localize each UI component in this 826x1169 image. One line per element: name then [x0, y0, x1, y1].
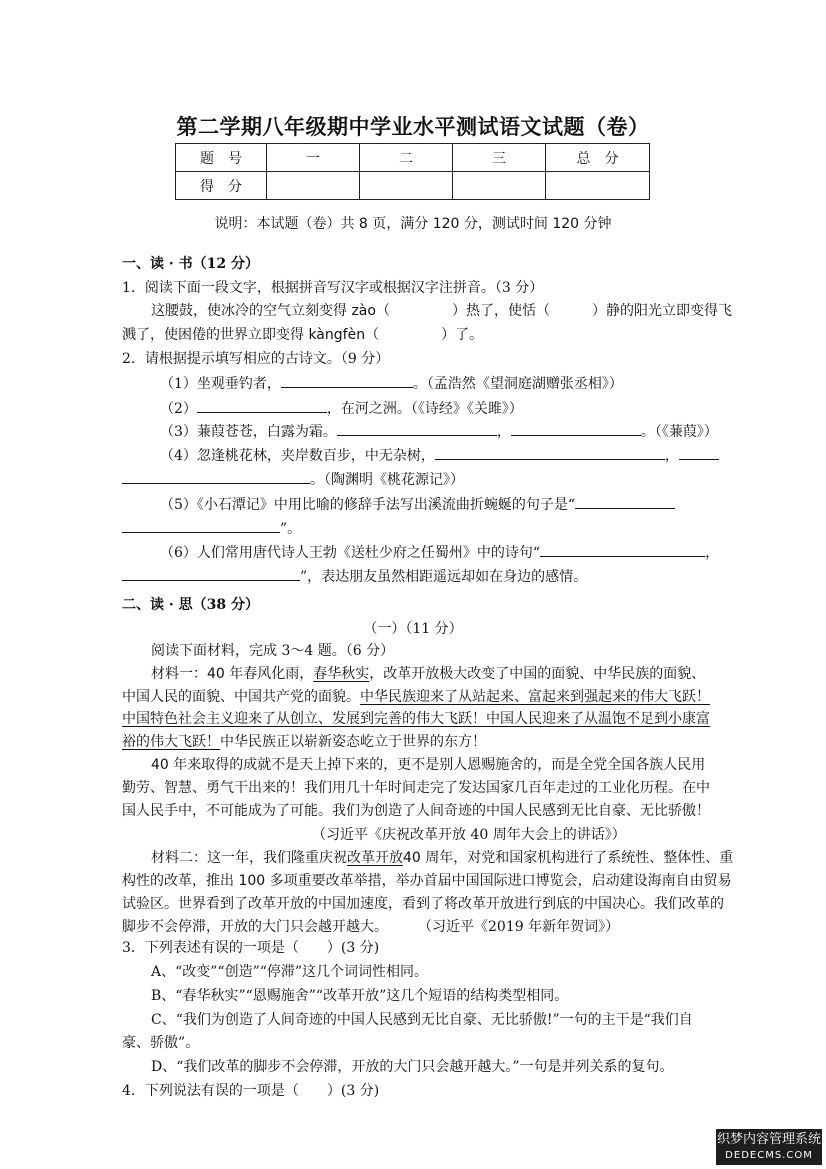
score-table-row [176, 144, 650, 172]
material-line: 勤劳、智慧、勇气干出来的！我们用几十年时间走完了发达国家几百年走过的工业化历程。在中 [122, 780, 710, 796]
poem-text: ， [496, 424, 511, 440]
passage-text: ）了。 [441, 327, 484, 343]
fill-blank[interactable] [540, 542, 705, 557]
section-heading: 一、读 · 书（12 分） [122, 256, 259, 272]
score-label-cell: 得 分 [176, 172, 267, 200]
score-cell [360, 172, 453, 200]
underlined-phrase: 中华民族迎来了从站起来、富起来到强起来的伟大飞跃！ [360, 689, 710, 705]
question-stem: 2．请根据提示填写相应的古诗文。（9 分） [122, 351, 390, 367]
underlined-phrase: 中国人民迎来了从温饱不足到小康富 [486, 711, 710, 727]
material-line: 国人民手中，不可能成为了可能。我们为创造了人间奇迹的中国人民感到无比自豪、无比骄傲！ [122, 803, 710, 819]
passage-text: 这腰鼓，使冰冷的空气立刻变得 zào（ [151, 303, 390, 319]
exam-instructions: 说明：本试题（卷）共 8 页，满分 120 分，测试时间 120 分钟 [214, 216, 612, 232]
material-line [122, 917, 619, 937]
material-source: （习近平《2019 年新年贺词》） [418, 919, 620, 935]
material-text: 材料一：40 年春风化雨， [151, 666, 314, 682]
exam-title: 第二学期八年级期中学业水平测试语文试题（卷） [176, 115, 650, 139]
poem-text: ， [664, 448, 679, 464]
poem-text: （3）蒹葭苍苍，白露为霜。 [160, 424, 337, 440]
poem-item [160, 421, 718, 442]
fill-blank[interactable] [575, 494, 675, 509]
material-line: 40 年来取得的成就不是天上掉下来的，更不是别人恩赐施舍的，而是全党全国各族人民用 [151, 757, 706, 773]
material-text: 中华民族正以崭新姿态屹立于世界的东方！ [220, 734, 486, 750]
poem-item [122, 518, 301, 539]
material-line [151, 664, 705, 684]
passage-line [122, 325, 483, 345]
score-header-cell: 三 [453, 144, 546, 172]
question-stem: 3．下列表述有误的一项是（ ）(3 分) [122, 940, 380, 956]
passage-text: ）热了，使恬（ [451, 303, 550, 319]
answer-option[interactable]: B、“春华秋实”“恩赐施舍”“改革开放”这几个短语的结构类型相同。 [151, 988, 569, 1004]
underlined-phrase: 改革开放 [347, 850, 403, 866]
poem-text: （2） [160, 401, 197, 417]
fill-blank[interactable] [511, 421, 641, 436]
poem-item [160, 398, 523, 419]
material-line [122, 732, 486, 752]
score-header-cell: 题 号 [176, 144, 267, 172]
poem-text: 。（陶渊明《桃花源记》） [310, 472, 464, 488]
poem-item [122, 566, 587, 587]
material-line [122, 709, 710, 729]
fill-blank[interactable] [122, 469, 310, 484]
question-stem: 1．阅读下面一段文字，根据拼音写汉字或根据汉字注拼音。（3 分） [122, 280, 544, 296]
material-line [122, 687, 710, 707]
poem-text: ”，表达朋友虽然相距遥远却如在身边的感情。 [300, 569, 588, 585]
passage-text: 溅了，使困倦的世界立即变得 kàngfèn（ [122, 327, 380, 343]
material-text: 40 周年，对党和国家机构进行了系统性、整体性、重 [403, 850, 734, 866]
poem-item [160, 542, 719, 563]
fill-blank[interactable] [435, 445, 665, 460]
score-cell [453, 172, 546, 200]
poem-text: ”。 [280, 521, 302, 537]
fill-blank[interactable] [281, 373, 413, 388]
fill-blank[interactable] [122, 566, 300, 581]
poem-text: ， [705, 545, 720, 561]
score-cell [546, 172, 650, 200]
score-header-cell: 总 分 [546, 144, 650, 172]
fill-blank[interactable] [197, 398, 327, 413]
underlined-phrase: 春华秋实 [313, 666, 370, 682]
poem-item [122, 469, 464, 490]
poem-text: （5）《小石潭记》中用比喻的修辞手法写出溪流曲折蜿蜒的句子是“ [160, 497, 576, 513]
poem-text: ，在河之洲。（《诗经》《关雎》） [326, 401, 523, 417]
watermark-logo [716, 1129, 822, 1165]
poem-item [160, 373, 623, 394]
score-header-cell: 二 [360, 144, 453, 172]
material-text: 脚步不会停滞，开放的大门只会越开越大。 [122, 919, 388, 935]
material-line: 试验区。世界看到了改革开放的中国加速度，看到了将改革开放进行到底的中国决心。我们改革的 [122, 896, 724, 912]
reading-instruction: 阅读下面材料，完成 3～4 题。（6 分） [151, 643, 395, 659]
underlined-phrase: 裕的伟大飞跃！ [122, 734, 220, 750]
poem-item [160, 494, 675, 515]
score-cell [267, 172, 360, 200]
score-header-cell: 一 [267, 144, 360, 172]
answer-option[interactable]: C、“我们为创造了人间奇迹的中国人民感到无比自豪、无比骄傲!”一句的主干是“我们自 [151, 1012, 693, 1028]
material-text: 中国人民的面貌、中国共产党的面貌。 [122, 689, 360, 705]
answer-option[interactable]: A、“改变”“创造”“停滞”这几个词词性相同。 [151, 964, 429, 980]
fill-blank[interactable] [337, 421, 497, 436]
fill-blank[interactable] [122, 518, 280, 533]
material-line: 构性的改革，推出 100 多项重要改革举措，举办首届中国国际进口博览会，启动建设海南自由贸易 [122, 873, 732, 889]
question-stem: 4．下列说法有误的一项是（ ）(3 分) [122, 1083, 380, 1099]
passage-text: ）静的阳光立即变得飞 [591, 303, 732, 319]
fill-blank[interactable] [679, 445, 719, 460]
underlined-phrase: 中国特色社会主义迎来了从创立、发展到完善的伟大飞跃！ [122, 711, 486, 727]
material-line [151, 848, 733, 868]
passage-line [151, 301, 732, 321]
watermark-text: DEDECMS.COM [725, 1150, 813, 1161]
poem-text: （6）人们常用唐代诗人王勃《送杜少府之任蜀州》中的诗句“ [160, 545, 541, 561]
material-source: （习近平《庆祝改革开放 40 周年大会上的讲话》） [312, 827, 626, 843]
subsection-heading: （一）（11 分） [363, 621, 463, 637]
poem-item [160, 445, 719, 466]
answer-option[interactable]: D、“我们改革的脚步不会停滞，开放的大门只会越开越大。”一句是并列关系的复句。 [151, 1059, 674, 1075]
section-heading: 二、读 · 思（38 分） [122, 597, 259, 613]
poem-text: （4）忽逢桃花林，夹岸数百步，中无杂树， [160, 448, 435, 464]
poem-text: （1）坐观垂钓者， [160, 376, 281, 392]
answer-option-continued: 豪、骄傲”。 [122, 1035, 200, 1051]
poem-text: 。（孟浩然《望洞庭湖赠张丞相》） [412, 376, 623, 392]
material-text: 材料二：这一年，我们隆重庆祝 [151, 850, 347, 866]
score-table [175, 143, 650, 200]
watermark-text: 织梦内容管理系统 [716, 1132, 821, 1147]
poem-text: 。（《蒹葭》） [640, 424, 718, 440]
score-table-row [176, 172, 650, 200]
material-text: ，改革开放极大改变了中国的面貌、中华民族的面貌、 [369, 666, 706, 682]
